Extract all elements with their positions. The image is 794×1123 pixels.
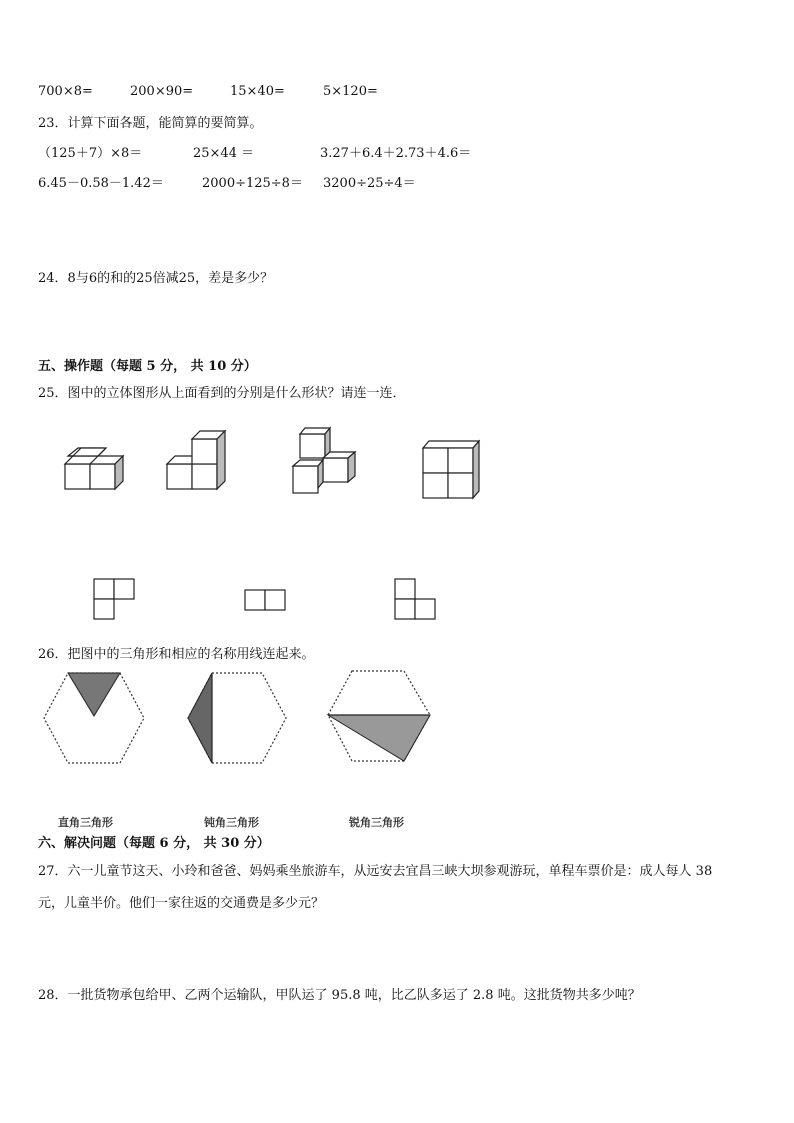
- hexagon-figure-1: [40, 670, 148, 766]
- cube-figure-3: [290, 426, 365, 498]
- label-acute-triangle: 锐角三角形: [349, 816, 404, 829]
- section-6-title: 六、解决问题（每题 6 分， 共 30 分）: [38, 836, 270, 851]
- cube-figure-2: [163, 430, 233, 495]
- q25-prompt: 25．图中的立体图形从上面看到的分别是什么形状？请连一连．: [38, 386, 406, 401]
- q28-prompt: 28．一批货物承包给甲、乙两个运输队，甲队运了 95.8 吨，比乙队多运了 2.8 吨。这批货物共多少吨？: [38, 988, 641, 1003]
- q23-item-1: （125＋7）×8＝: [38, 146, 143, 161]
- hexagon-figure-2: [184, 670, 290, 766]
- top-view-2: [243, 588, 289, 612]
- top-view-3: [393, 577, 439, 621]
- q26-prompt: 26．把图中的三角形和相应的名称用线连起来。: [38, 647, 315, 662]
- q22-item-2: 200×90=: [130, 84, 194, 99]
- label-obtuse-triangle: 钝角三角形: [204, 816, 259, 829]
- q24-prompt: 24．8与6的和的25倍减25，差是多少？: [38, 271, 274, 286]
- q27-line-1: 27．六一儿童节这天、小玲和爸爸、妈妈乘坐旅游车，从远安去宜昌三峡大坝参观游玩，单程车票价是：成人每人 38: [38, 864, 713, 879]
- cube-figure-4: [420, 438, 485, 503]
- section-5-title: 五、操作题（每题 5 分， 共 10 分）: [38, 359, 257, 374]
- q22-item-3: 15×40=: [230, 84, 285, 99]
- q23-item-2: 25×44 ＝: [193, 146, 255, 161]
- hexagon-figure-3: [324, 668, 434, 766]
- q23-item-4: 6.45－0.58－1.42＝: [38, 176, 164, 191]
- q27-line-2: 元，儿童半价。他们一家往返的交通费是多少元？: [38, 896, 325, 911]
- q23-item-3: 3.27＋6.4＋2.73＋4.6＝: [320, 146, 472, 161]
- q23-item-6: 3200÷25÷4＝: [323, 176, 416, 191]
- q22-item-4: 5×120=: [323, 84, 378, 99]
- label-right-triangle: 直角三角形: [58, 816, 113, 829]
- q23-prompt: 23．计算下面各题，能简算的要简算。: [38, 116, 263, 131]
- cube-figure-1: [60, 440, 130, 495]
- q22-item-1: 700×8=: [38, 84, 93, 99]
- top-view-1: [92, 577, 138, 621]
- q23-item-5: 2000÷125÷8＝: [202, 176, 303, 191]
